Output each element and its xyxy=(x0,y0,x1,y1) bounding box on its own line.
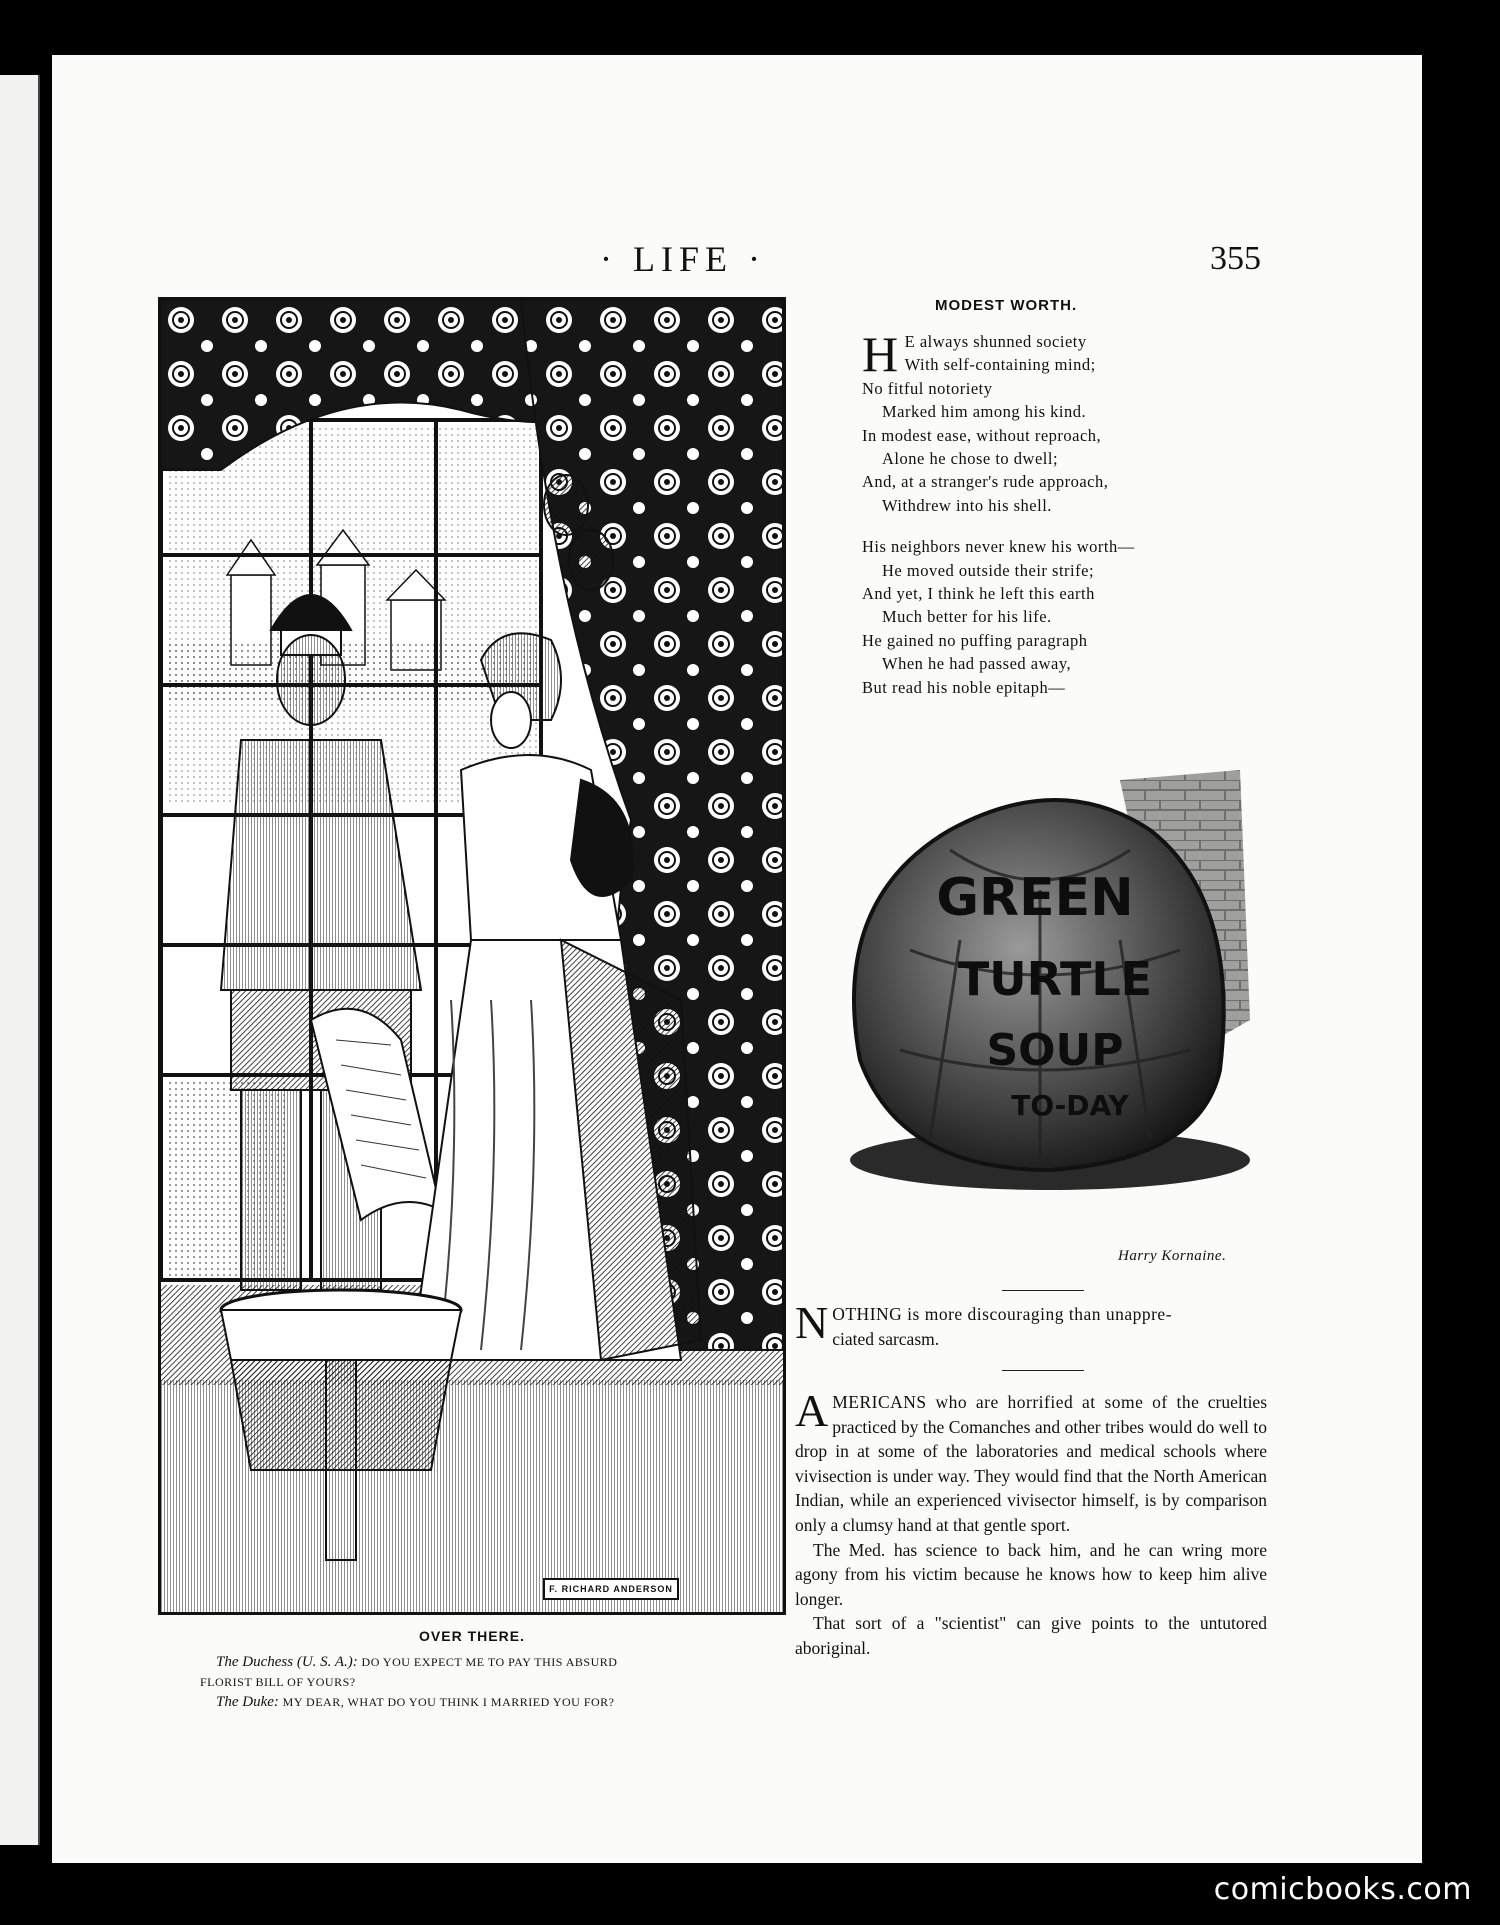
paragraph2-dropcap: A xyxy=(795,1385,829,1436)
poem-line: But read his noble epitaph— xyxy=(862,677,1066,697)
illustration-title: OVER THERE. xyxy=(419,1628,525,1644)
poem-line: And yet, I think he left this earth xyxy=(862,584,1095,604)
poem-line: Alone he chose to dwell; xyxy=(882,449,1059,469)
poem-line: And, at a stranger's rude approach, xyxy=(862,472,1109,492)
paragraph2-p3: That sort of a "scientist" can give points to the untutored aboriginal. xyxy=(795,1613,1267,1658)
poem-line: Withdrew into his shell. xyxy=(882,495,1052,515)
caption-speaker-duchess: The Duchess (U. S. A.): xyxy=(216,1654,358,1670)
poem-dropcap: H xyxy=(862,326,899,382)
poem-line: Marked him among his kind. xyxy=(882,402,1087,422)
poem-line: When he had passed away, xyxy=(882,654,1072,674)
caption-speaker-duke: The Duke: xyxy=(216,1694,279,1710)
watermark-brand: comicbooks.com xyxy=(1213,1872,1472,1907)
illustration-caption xyxy=(200,1652,760,1712)
paragraph2-p2: The Med. has science to back him, and he can wring more agony from his victim because he knows how to keep him alive longer. xyxy=(795,1539,1267,1609)
page-title: · LIFE · xyxy=(600,239,766,279)
artist-signature: F. RICHARD ANDERSON xyxy=(543,1578,679,1600)
poem-line: With self-containing mind; xyxy=(904,355,1096,375)
poem-line: E always shunned society xyxy=(904,332,1087,351)
paragraph1-rest: ciated sarcasm. xyxy=(832,1328,940,1349)
paragraph1-first: OTHING is more discouraging than unappre- xyxy=(832,1304,1173,1324)
turtle-shell-illustration xyxy=(820,760,1260,1200)
divider xyxy=(1002,1290,1084,1291)
turtle-credit: Harry Kornaine. xyxy=(1118,1248,1227,1264)
poem-line: No fitful notoriety xyxy=(862,378,993,398)
caption-line-1b: FLORIST BILL OF YOURS? xyxy=(200,1675,356,1689)
previous-page-edge xyxy=(0,75,40,1845)
shell-text-green: GREEN xyxy=(936,868,1134,928)
paragraph2-first: MERICANS who are horrified at some of the xyxy=(832,1392,1200,1412)
page-number: 355 xyxy=(1210,240,1261,277)
shell-text-turtle: TURTLE xyxy=(957,952,1153,1006)
caption-line-1: DO YOU EXPECT ME TO PAY THIS ABSURD xyxy=(361,1655,618,1669)
paragraph2-body: cruelties practiced by the Comanches and other tribes would do well to drop in at some of the laboratories and medical schools where vivisection is under way. They would find that the North American Indian, while an experienced vivisector himself, is by comparison only a clumsy hand at that gentle sport. xyxy=(795,1392,1268,1535)
poem-line: In modest ease, without reproach, xyxy=(862,425,1102,445)
paragraph-nothing xyxy=(795,1297,1265,1351)
poem-line: His neighbors never knew his worth— xyxy=(862,537,1135,557)
poem-title: MODEST WORTH. xyxy=(935,297,1078,314)
caption-line-2: MY DEAR, WHAT DO YOU THINK I MARRIED YOU FOR? xyxy=(282,1695,615,1709)
divider xyxy=(1002,1370,1084,1371)
shell-text-today: TO-DAY xyxy=(1011,1089,1129,1122)
paragraph-americans xyxy=(795,1385,1268,1661)
illustration-drawing xyxy=(161,300,783,1612)
illustration-over-there xyxy=(158,297,786,1615)
poem-line: Much better for his life. xyxy=(882,607,1052,627)
paragraph1-dropcap: N xyxy=(795,1297,829,1348)
poem-body xyxy=(862,326,1262,699)
shell-text-soup: SOUP xyxy=(986,1025,1124,1076)
poem-line: He gained no puffing paragraph xyxy=(862,630,1088,650)
poem-line: He moved outside their strife; xyxy=(882,560,1095,580)
